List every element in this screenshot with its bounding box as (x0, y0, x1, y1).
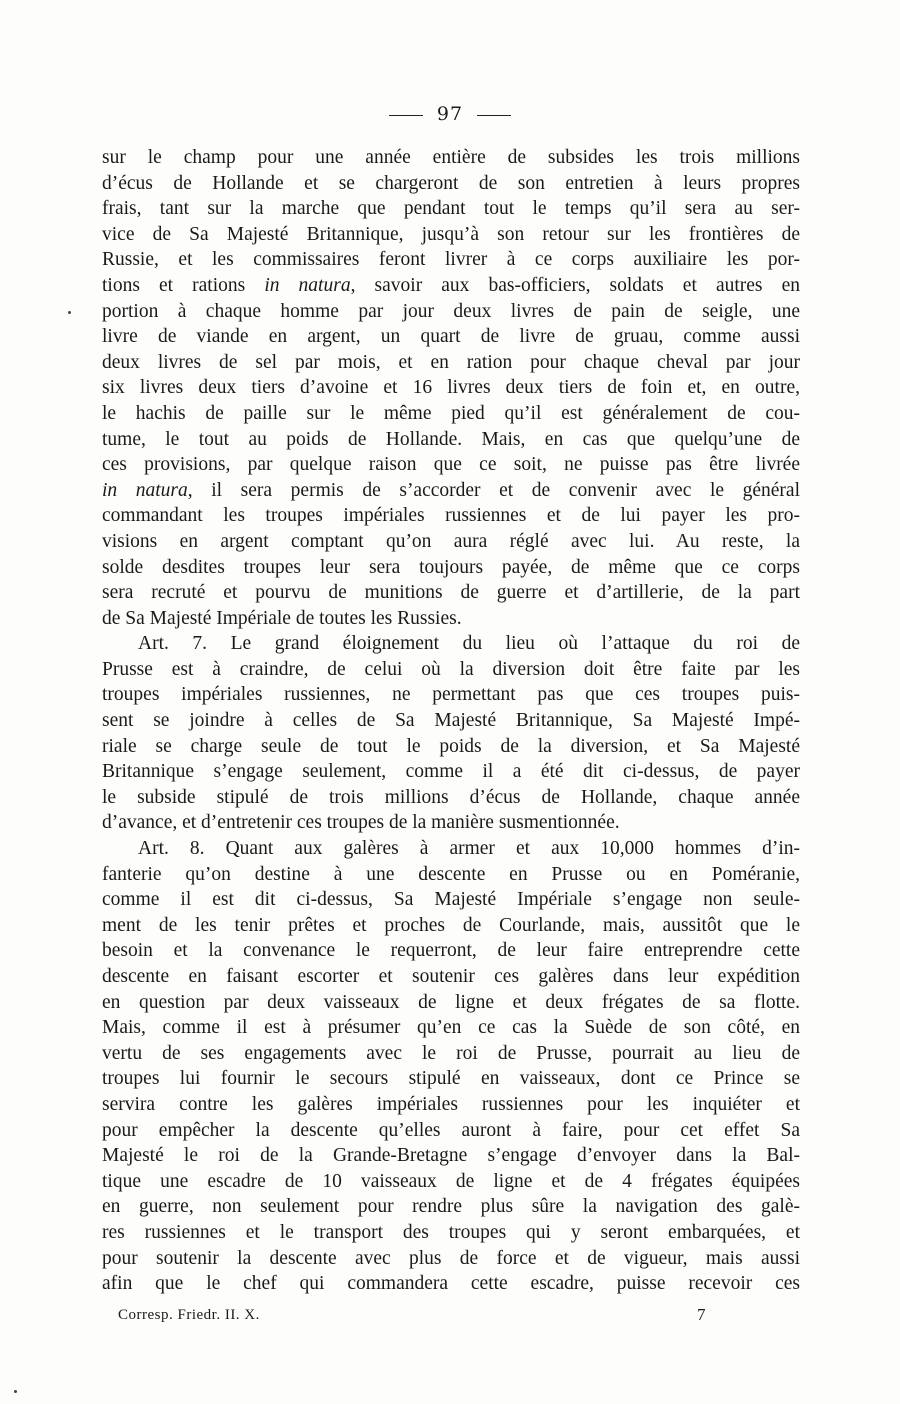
margin-mark (68, 311, 71, 314)
text-line: comme il est dit ci-dessus, Sa Majesté Impériale s’engage non seule- (102, 889, 800, 911)
text-line: vertu de ses engagements avec le roi de Prusse, pourrait au lieu de (102, 1042, 800, 1064)
text-line: Art. 7. Le grand éloignement du lieu où l’attaque du roi de (138, 633, 800, 655)
text-line: pour soutenir la descente avec plus de force et de vigueur, mais aussi (102, 1247, 800, 1269)
signature-mark-right: 7 (697, 1305, 706, 1324)
text-line: sera recruté et pourvu de munitions de guerre et d’artillerie, de la part (102, 582, 800, 604)
text-line: pour empêcher la descente qu’elles auront à faire, pour cet effet Sa (102, 1119, 800, 1141)
text-line: de Sa Majesté Impériale de toutes les Russies. (102, 607, 462, 629)
text-line: fanterie qu’on destine à une descente en Prusse ou en Poméranie, (102, 863, 800, 885)
text-line: vice de Sa Majesté Britannique, jusqu’à son retour sur les frontières de (102, 223, 800, 245)
text-line: six livres deux tiers d’avoine et 16 livres deux tiers de foin et, en outre, (102, 377, 800, 399)
text-line: le hachis de paille sur le même pied qu’il est généralement de cou- (102, 402, 800, 424)
text-line: afin que le chef qui commandera cette escadre, puisse recevoir ces (102, 1273, 800, 1295)
text-line: tions et rations in natura, savoir aux bas-officiers, soldats et autres en (102, 274, 800, 296)
text-line: Prusse est à craindre, de celui où la diversion doit être faite par les (102, 658, 800, 680)
header-dash-right (477, 115, 511, 116)
text-line: livre de viande en argent, un quart de livre de gruau, comme aussi (102, 326, 800, 348)
margin-mark (14, 1390, 17, 1393)
italic-phrase: in natura (102, 479, 188, 501)
text-line: besoin et la convenance le requerront, de leur faire entreprendre cette (102, 940, 800, 962)
text-line: Majesté le roi de la Grande-Bretagne s’engage d’envoyer dans la Bal- (102, 1145, 800, 1167)
text-line: Mais, comme il est à présumer qu’en ce cas la Suède de son côté, en (102, 1017, 800, 1039)
text-line: descente en faisant escorter et soutenir ces galères dans leur expédition (102, 966, 800, 987)
text-line: d’écus de Hollande et se chargeront de son entretien à leurs propres (102, 172, 800, 194)
text-line: Russie, et les commissaires feront livrer à ce corps auxiliaire les por- (102, 249, 800, 271)
page-header (0, 100, 900, 128)
text-line: sur le champ pour une année entière de subsides les trois millions (102, 147, 800, 168)
text-line: troupes lui fournir le secours stipulé en vaisseaux, dont ce Prince se (102, 1068, 800, 1090)
text-line: ces provisions, par quelque raison que ce soit, ne puisse pas être livrée (102, 454, 800, 476)
page-number: 97 (436, 103, 464, 125)
text-line: solde desdites troupes leur sera toujours payée, de même que ce corps (102, 556, 800, 578)
text-line: tume, le tout au poids de Hollande. Mais, en cas que quelqu’une de (102, 428, 800, 450)
header-dash-left (389, 115, 423, 116)
text-line: le subside stipulé de trois millions d’écus de Hollande, chaque année (102, 786, 800, 808)
signature-mark-left: Corresp. Friedr. II. X. (118, 1307, 260, 1323)
text-line: en guerre, non seulement pour rendre plus sûre la navigation des galè- (102, 1196, 800, 1218)
text-line: Art. 8. Quant aux galères à armer et aux 10,000 hommes d’in- (138, 838, 800, 860)
text-line: res russiennes et le transport des troupes qui y seront embarquées, et (102, 1221, 800, 1243)
text-line: frais, tant sur la marche que pendant tout le temps qu’il sera au ser- (102, 198, 800, 220)
text-line: troupes impériales russiennes, ne permettant pas que ces troupes puis- (102, 684, 800, 706)
text-line: en question par deux vaisseaux de ligne et deux frégates de sa flotte. (102, 991, 800, 1013)
text-line: servira contre les galères impériales russiennes pour les inquiéter et (102, 1093, 800, 1115)
text-line: Britannique s’engage seulement, comme il a été dit ci-dessus, de payer (102, 761, 800, 783)
text-line: d’avance, et d’entretenir ces troupes de la manière susmentionnée. (102, 812, 620, 834)
text-line: deux livres de sel par mois, et en ration pour chaque cheval par jour (102, 351, 800, 373)
text-line: tique une escadre de 10 vaisseaux de ligne et de 4 frégates équipées (102, 1170, 800, 1192)
text-line: riale se charge seule de tout le poids de la diversion, et Sa Majesté (102, 735, 800, 757)
body-text (102, 145, 800, 1297)
text-line: portion à chaque homme par jour deux livres de pain de seigle, une (102, 300, 800, 322)
text-line: commandant les troupes impériales russiennes et de lui payer les pro- (102, 505, 800, 527)
text-line: visions en argent comptant qu’on aura réglé avec lui. Au reste, la (102, 530, 800, 552)
text-line: ment de les tenir prêtes et proches de Courlande, mais, aussitôt que le (102, 914, 800, 936)
text-line: sent se joindre à celles de Sa Majesté Britannique, Sa Majesté Impé- (102, 710, 800, 732)
italic-phrase: in natura (264, 274, 351, 296)
text-line: in natura, il sera permis de s’accorder et de convenir avec le général (102, 479, 800, 501)
